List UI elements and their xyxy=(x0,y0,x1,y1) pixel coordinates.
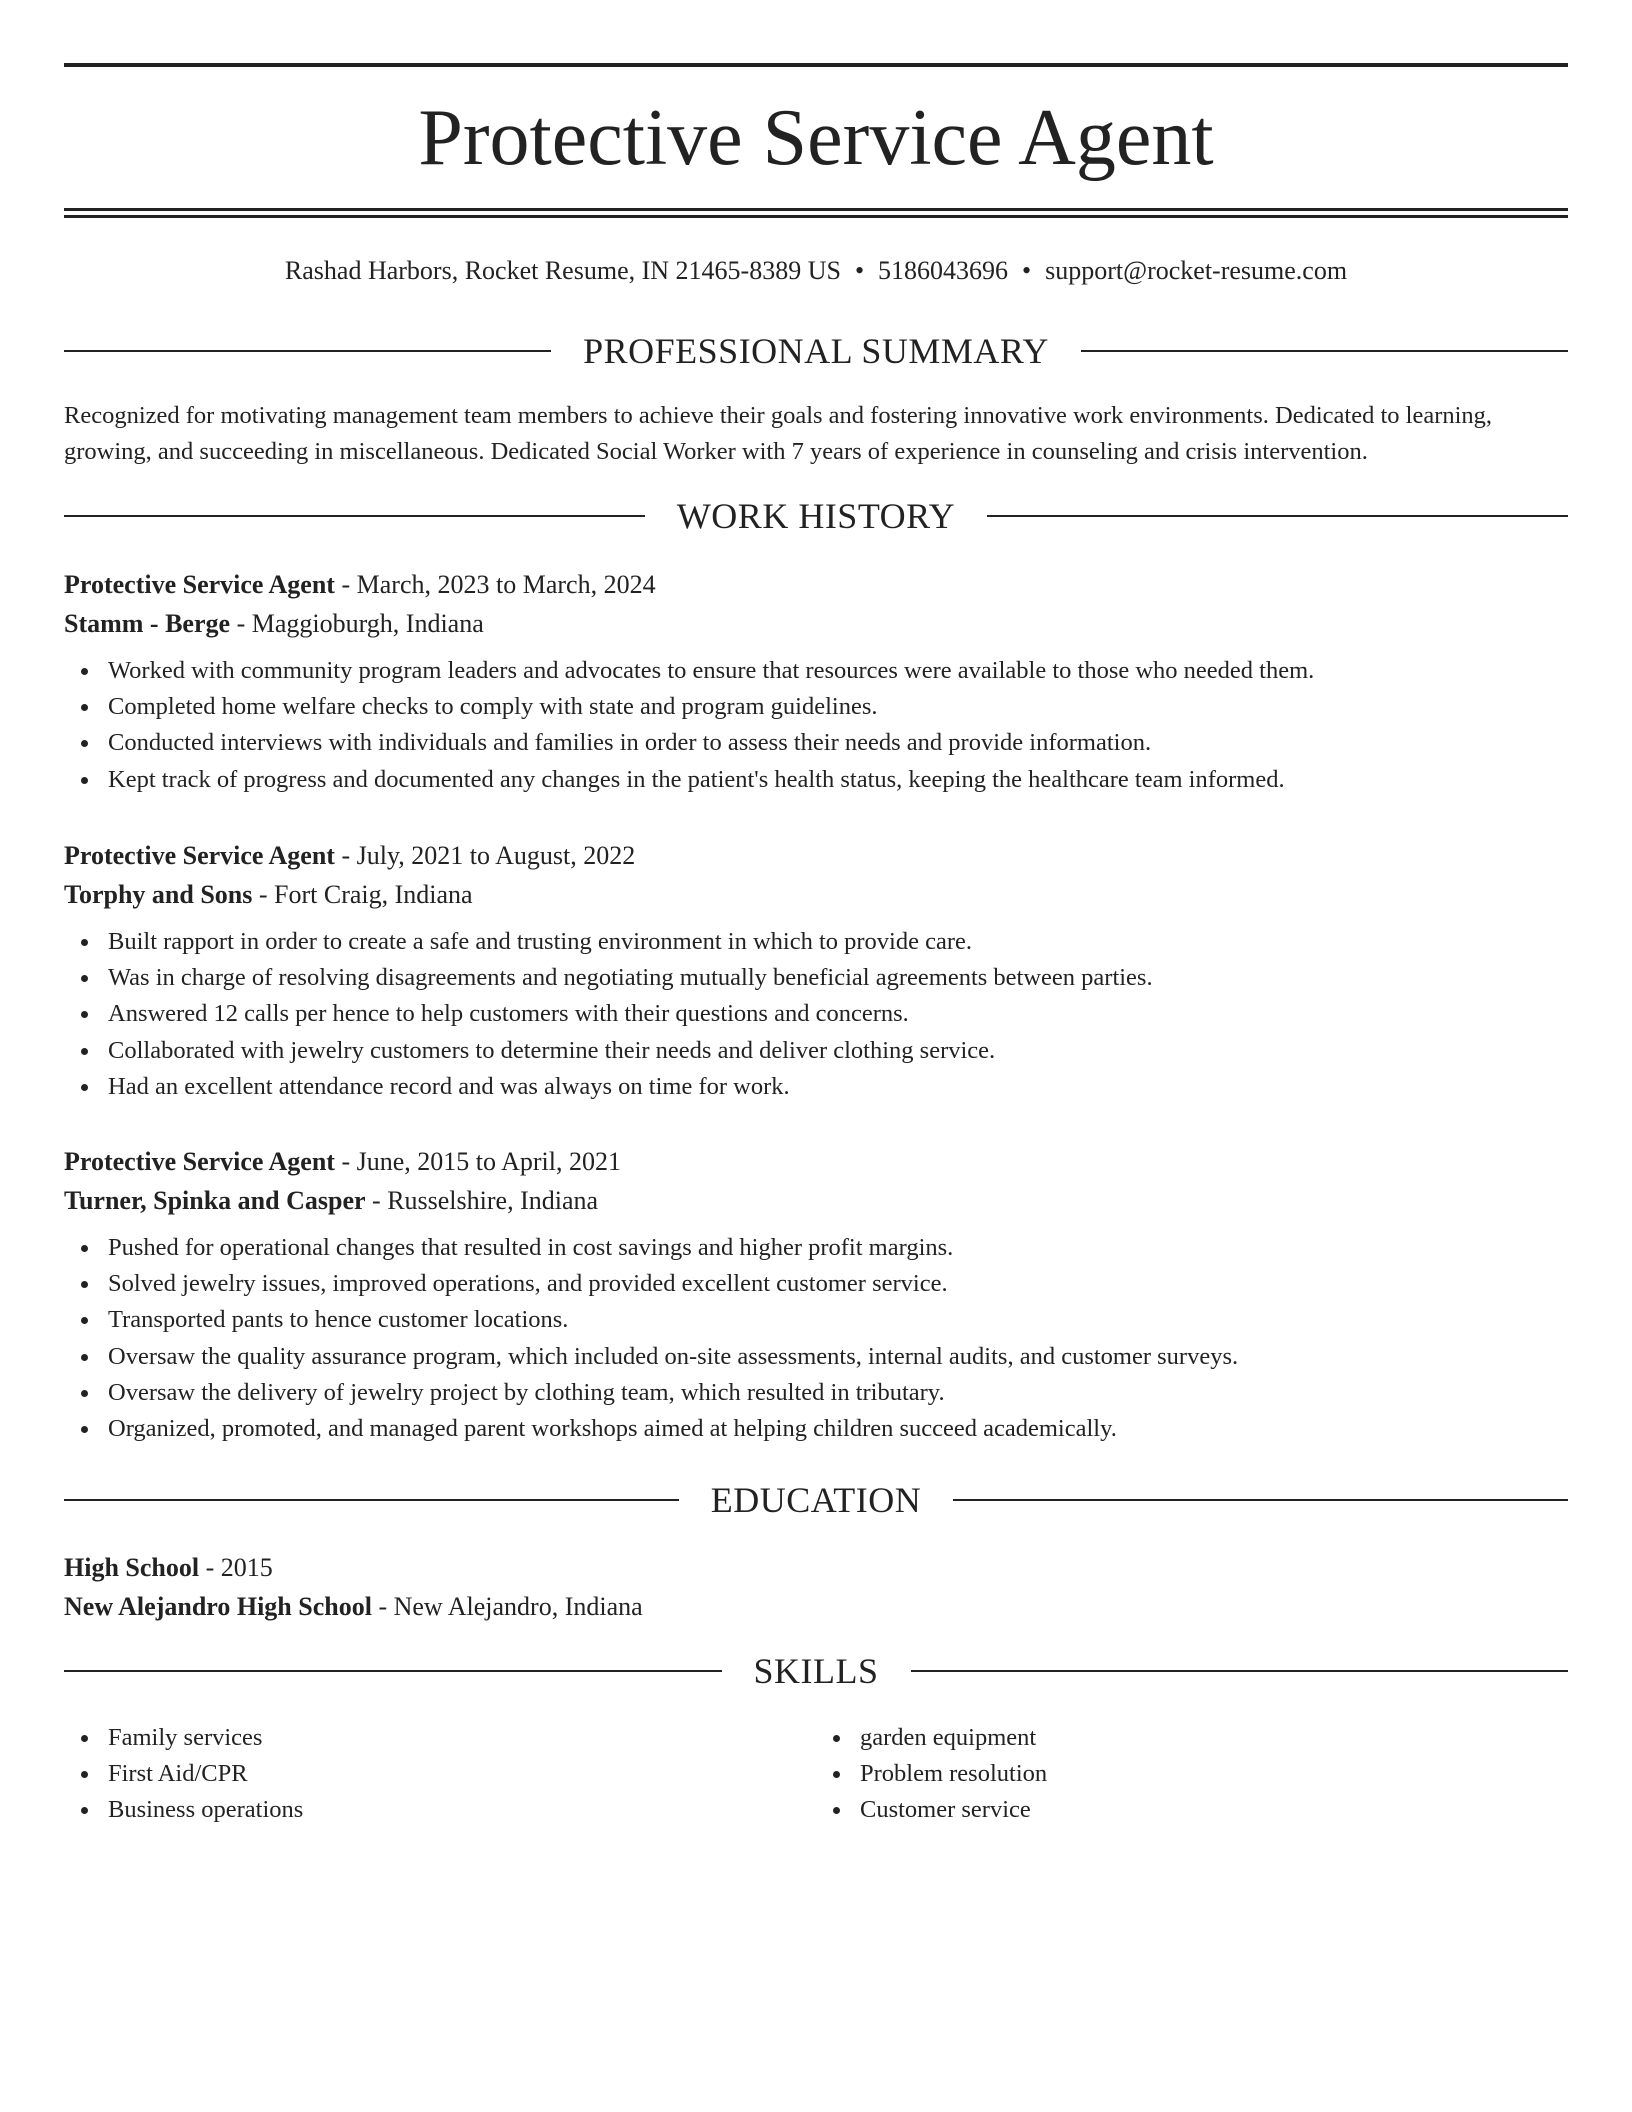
job-company: Turner, Spinka and Casper xyxy=(64,1186,366,1215)
job-dates: - June, 2015 to April, 2021 xyxy=(334,1147,621,1176)
section-header-summary xyxy=(64,327,1568,375)
section-title-education: EDUCATION xyxy=(710,1480,922,1520)
skill-item: First Aid/CPR xyxy=(108,1756,816,1792)
resume-title: Protective Service Agent xyxy=(418,94,1214,182)
job-entry xyxy=(64,1142,1568,1447)
education-entry xyxy=(64,1548,1568,1626)
section-rule-right xyxy=(987,515,1568,517)
education-school: New Alejandro High School xyxy=(64,1592,372,1621)
top-divider xyxy=(64,63,1568,67)
job-duty: Had an excellent attendance record and was always on time for work. xyxy=(108,1069,1568,1105)
job-dates: - March, 2023 to March, 2024 xyxy=(334,570,656,599)
job-dates: - July, 2021 to August, 2022 xyxy=(334,841,636,870)
job-title-line xyxy=(64,1142,1568,1181)
section-rule-left xyxy=(64,1499,679,1501)
contact-separator: • xyxy=(854,256,865,285)
job-entry xyxy=(64,836,1568,1105)
education-degree: High School xyxy=(64,1553,200,1582)
section-title-skills: SKILLS xyxy=(753,1651,879,1691)
section-rule-right xyxy=(911,1670,1569,1672)
section-rule-left xyxy=(64,515,645,517)
skill-item: Problem resolution xyxy=(860,1756,1568,1792)
job-duty: Kept track of progress and documented any changes in the patient's health status, keeping the healthcare team informed. xyxy=(108,762,1568,798)
skills-list-right xyxy=(816,1720,1568,1828)
section-title-summary: PROFESSIONAL SUMMARY xyxy=(583,331,1049,371)
education-year: - 2015 xyxy=(199,1553,273,1582)
professional-summary-text: Recognized for motivating management team members to achieve their goals and fostering innovative work environments. Dedicated to learning, growing, and succeeding in miscellaneous. Dedicated Social Worker with 7 years of experience in counseling and crisis intervention. xyxy=(64,402,1493,465)
contact-phone: 5186043696 xyxy=(878,256,1009,285)
skill-item: Family services xyxy=(108,1720,816,1756)
job-duty: Transported pants to hence customer locations. xyxy=(108,1302,1568,1338)
section-rule-right xyxy=(953,1499,1568,1501)
section-rule-left xyxy=(64,1670,722,1672)
skills-columns xyxy=(64,1720,1568,1828)
job-company-line xyxy=(64,604,1568,643)
job-duty: Organized, promoted, and managed parent workshops aimed at helping children succeed academically. xyxy=(108,1411,1568,1447)
job-title-line xyxy=(64,565,1568,604)
job-company-line xyxy=(64,1181,1568,1220)
education-degree-line xyxy=(64,1548,1568,1587)
title-double-divider xyxy=(64,208,1568,218)
job-duty: Oversaw the quality assurance program, which included on-site assessments, internal audits, and customer surveys. xyxy=(108,1339,1568,1375)
job-location: - Fort Craig, Indiana xyxy=(252,880,473,909)
skill-item: garden equipment xyxy=(860,1720,1568,1756)
skill-item: Customer service xyxy=(860,1792,1568,1828)
job-duty: Collaborated with jewelry customers to determine their needs and deliver clothing service. xyxy=(108,1033,1568,1069)
job-duty: Completed home welfare checks to comply with state and program guidelines. xyxy=(108,689,1568,725)
section-title-work-history: WORK HISTORY xyxy=(676,496,956,536)
section-header-work-history xyxy=(64,492,1568,540)
education-location: - New Alejandro, Indiana xyxy=(371,1592,643,1621)
job-title: Protective Service Agent xyxy=(64,1147,335,1176)
job-duty: Pushed for operational changes that resulted in cost savings and higher profit margins. xyxy=(108,1230,1568,1266)
job-duty: Built rapport in order to create a safe and trusting environment in which to provide care. xyxy=(108,924,1568,960)
section-header-education xyxy=(64,1476,1568,1524)
section-rule-right xyxy=(1081,350,1568,352)
job-duty: Oversaw the delivery of jewelry project by clothing team, which resulted in tributary. xyxy=(108,1375,1568,1411)
education-school-line xyxy=(64,1587,1568,1626)
job-title-line xyxy=(64,836,1568,875)
section-header-skills xyxy=(64,1647,1568,1695)
job-entry xyxy=(64,565,1568,798)
job-duty: Was in charge of resolving disagreements and negotiating mutually beneficial agreements between parties. xyxy=(108,960,1568,996)
job-company: Stamm - Berge xyxy=(64,609,231,638)
job-location: - Maggioburgh, Indiana xyxy=(230,609,484,638)
job-company-line xyxy=(64,875,1568,914)
job-duties-list xyxy=(64,924,1568,1105)
job-location: - Russelshire, Indiana xyxy=(365,1186,599,1215)
job-company: Torphy and Sons xyxy=(64,880,253,909)
skills-list-left xyxy=(64,1720,816,1828)
job-title: Protective Service Agent xyxy=(64,570,335,599)
job-duty: Worked with community program leaders and advocates to ensure that resources were available to those who needed them. xyxy=(108,653,1568,689)
skill-item: Business operations xyxy=(108,1792,816,1828)
contact-separator: • xyxy=(1022,256,1032,285)
job-duties-list xyxy=(64,1230,1568,1447)
job-duty: Conducted interviews with individuals and families in order to assess their needs and provide information. xyxy=(108,725,1568,761)
contact-address: Rashad Harbors, Rocket Resume, IN 21465-8389 US xyxy=(284,256,841,285)
section-rule-left xyxy=(64,350,551,352)
job-duties-list xyxy=(64,653,1568,798)
contact-line xyxy=(64,254,1568,288)
job-duty: Answered 12 calls per hence to help customers with their questions and concerns. xyxy=(108,996,1568,1032)
contact-email: support@rocket-resume.com xyxy=(1045,256,1348,285)
job-duty: Solved jewelry issues, improved operations, and provided excellent customer service. xyxy=(108,1266,1568,1302)
job-title: Protective Service Agent xyxy=(64,841,335,870)
